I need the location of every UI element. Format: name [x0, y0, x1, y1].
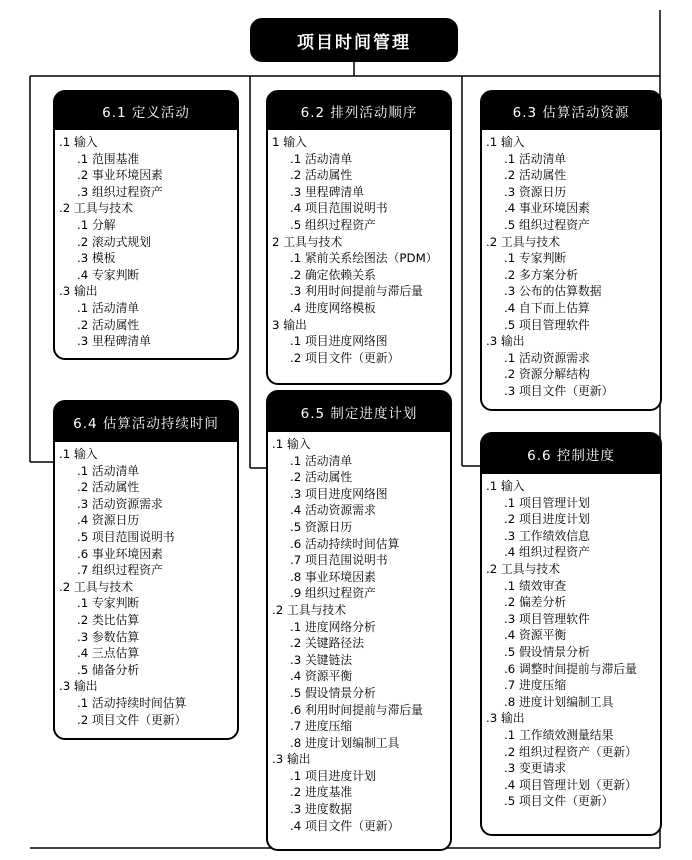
list-item: .5 假设情景分析 [504, 644, 590, 659]
list-item: .1 活动清单 [77, 300, 140, 315]
list-item: .3 项目文件（更新） [504, 383, 614, 398]
list-item: .4 三点估算 [77, 646, 140, 661]
list-item: .2 活动属性 [504, 168, 567, 183]
card-define-activities [53, 90, 239, 360]
list-item: .3 里程碑清单 [77, 334, 151, 349]
list-item: .1 项目进度网络图 [290, 334, 388, 349]
card-header [482, 92, 660, 130]
list-item: .3 参数估算 [77, 629, 140, 644]
list-item: .1 紧前关系绘图法（PDM） [290, 251, 438, 266]
list-item: .2 活动属性 [290, 168, 353, 183]
list-item: .4 项目管理计划（更新） [504, 777, 637, 792]
list-item: .1 专家判断 [77, 596, 140, 611]
section-heading: 2 工具与技术 [272, 234, 343, 249]
section-heading: .2 工具与技术 [59, 201, 133, 216]
list-item: .7 进度压缩 [290, 719, 353, 734]
list-item: .2 类比估算 [77, 612, 140, 627]
section-heading: .3 输出 [486, 334, 525, 349]
section-heading: .3 输出 [59, 284, 98, 299]
list-item: .6 事业环境因素 [77, 546, 163, 561]
section-heading: .2 工具与技术 [486, 561, 560, 576]
card-title: 6.5 制定进度计划 [300, 406, 418, 422]
list-item: .1 分解 [77, 217, 116, 232]
list-item: .1 进度网络分析 [290, 619, 376, 634]
list-item: .3 资源日历 [504, 184, 567, 199]
list-item: .2 确定依赖关系 [290, 267, 376, 282]
section-heading: .1 输入 [486, 135, 525, 149]
list-item: .5 项目范围说明书 [77, 529, 175, 544]
card-body [270, 436, 448, 834]
section-heading: .1 输入 [486, 479, 525, 493]
card-body [484, 134, 658, 400]
list-item: .5 组织过程资产 [504, 217, 590, 232]
list-item: .3 公布的估算数据 [504, 284, 602, 299]
list-item: .2 事业环境因素 [77, 168, 163, 183]
list-item: .3 进度数据 [290, 802, 353, 817]
list-item: .9 组织过程资产 [290, 586, 376, 601]
list-item: .1 活动清单 [290, 151, 353, 166]
list-item: .7 组织过程资产 [77, 563, 163, 578]
card-body [484, 478, 658, 810]
list-item: .2 活动属性 [77, 317, 140, 332]
card-sequence-activities [266, 90, 452, 385]
card-body [270, 134, 448, 366]
list-item: .4 资源日历 [77, 513, 140, 528]
section-heading: 3 输出 [272, 317, 307, 332]
list-item: .3 里程碑清单 [290, 184, 364, 199]
list-item: .5 组织过程资产 [290, 217, 376, 232]
list-item: .2 项目文件（更新） [290, 350, 400, 365]
list-item: .2 进度基准 [290, 785, 353, 800]
card-estimate-activity-resources [480, 90, 662, 411]
list-item: .8 事业环境因素 [290, 569, 376, 584]
section-heading: .2 工具与技术 [486, 234, 560, 249]
card-header [268, 92, 450, 130]
list-item: .3 利用时间提前与滞后量 [290, 284, 423, 299]
list-item: .4 资源平衡 [290, 669, 353, 684]
list-item: .8 进度计划编制工具 [504, 694, 614, 709]
list-item: .3 活动资源需求 [77, 496, 163, 511]
card-header [55, 92, 237, 130]
list-item: .4 项目范围说明书 [290, 201, 388, 216]
card-develop-schedule [266, 390, 452, 851]
list-item: .7 进度压缩 [504, 678, 567, 693]
card-title: 6.3 估算活动资源 [512, 105, 630, 121]
list-item: .1 活动持续时间估算 [77, 695, 187, 710]
list-item: .1 活动清单 [77, 463, 140, 478]
list-item: .1 活动资源需求 [504, 350, 590, 365]
list-item: .2 活动属性 [290, 470, 353, 485]
card-body [57, 134, 235, 350]
card-title: 6.1 定义活动 [102, 105, 190, 121]
list-item: .2 活动属性 [77, 480, 140, 495]
list-item: .7 项目范围说明书 [290, 553, 388, 568]
list-item: .6 活动持续时间估算 [290, 536, 400, 551]
list-item: .4 专家判断 [77, 267, 140, 282]
list-item: .2 资源分解结构 [504, 367, 590, 382]
card-title: 6.6 控制进度 [527, 448, 615, 464]
list-item: .2 滚动式规划 [77, 234, 151, 249]
list-item: .3 工作绩效信息 [504, 528, 590, 543]
list-item: .4 事业环境因素 [504, 201, 590, 216]
list-item: .4 活动资源需求 [290, 503, 376, 518]
list-item: .5 项目管理软件 [504, 317, 590, 332]
section-heading: .1 输入 [272, 437, 311, 451]
section-heading: .3 输出 [272, 752, 311, 767]
list-item: .1 范围基准 [77, 151, 140, 166]
list-item: .5 项目文件（更新） [504, 794, 614, 809]
card-estimate-activity-durations [53, 400, 239, 740]
list-item: .1 专家判断 [504, 251, 567, 266]
section-heading: .2 工具与技术 [59, 579, 133, 594]
list-item: .8 进度计划编制工具 [290, 735, 400, 750]
section-heading: .2 工具与技术 [272, 602, 346, 617]
list-item: .2 项目进度计划 [504, 512, 590, 527]
list-item: .1 项目进度计划 [290, 768, 376, 783]
section-heading: .3 输出 [59, 679, 98, 694]
list-item: .4 自下而上估算 [504, 300, 590, 315]
list-item: .4 进度网络模板 [290, 300, 376, 315]
list-item: .3 组织过程资产 [77, 184, 163, 199]
page-title: 项目时间管理 [297, 32, 411, 53]
section-heading: .3 输出 [486, 711, 525, 726]
list-item: .1 活动清单 [504, 151, 567, 166]
list-item: .5 储备分析 [77, 662, 140, 677]
list-item: .5 资源日历 [290, 519, 353, 534]
list-item: .2 关键路径法 [290, 636, 364, 651]
list-item: .2 偏差分析 [504, 595, 567, 610]
card-control-schedule [480, 432, 662, 836]
card-title: 6.4 估算活动持续时间 [73, 416, 219, 432]
section-heading: .1 输入 [59, 135, 98, 149]
list-item: .3 项目管理软件 [504, 611, 590, 626]
list-item: .3 项目进度网络图 [290, 486, 388, 501]
card-body [57, 446, 235, 728]
list-item: .3 关键链法 [290, 652, 353, 667]
list-item: .1 项目管理计划 [504, 495, 590, 510]
main-title-box [250, 18, 458, 62]
list-item: .1 活动清单 [290, 453, 353, 468]
card-header [55, 402, 237, 442]
list-item: .3 模板 [77, 251, 116, 266]
card-header [268, 392, 450, 432]
section-heading: .1 输入 [59, 447, 98, 461]
list-item: .1 绩效审查 [504, 578, 567, 593]
list-item: .5 假设情景分析 [290, 685, 376, 700]
list-item: .2 多方案分析 [504, 267, 578, 282]
list-item: .6 调整时间提前与滞后量 [504, 661, 637, 676]
list-item: .2 组织过程资产（更新） [504, 744, 637, 759]
list-item: .4 项目文件（更新） [290, 818, 400, 833]
list-item: .4 组织过程资产 [504, 545, 590, 560]
list-item: .6 利用时间提前与滞后量 [290, 702, 423, 717]
card-header [482, 434, 660, 474]
section-heading: 1 输入 [272, 135, 307, 149]
card-title: 6.2 排列活动顺序 [300, 105, 418, 121]
list-item: .4 资源平衡 [504, 628, 567, 643]
list-item: .3 变更请求 [504, 761, 567, 776]
list-item: .1 工作绩效测量结果 [504, 727, 614, 742]
list-item: .2 项目文件（更新） [77, 712, 187, 727]
